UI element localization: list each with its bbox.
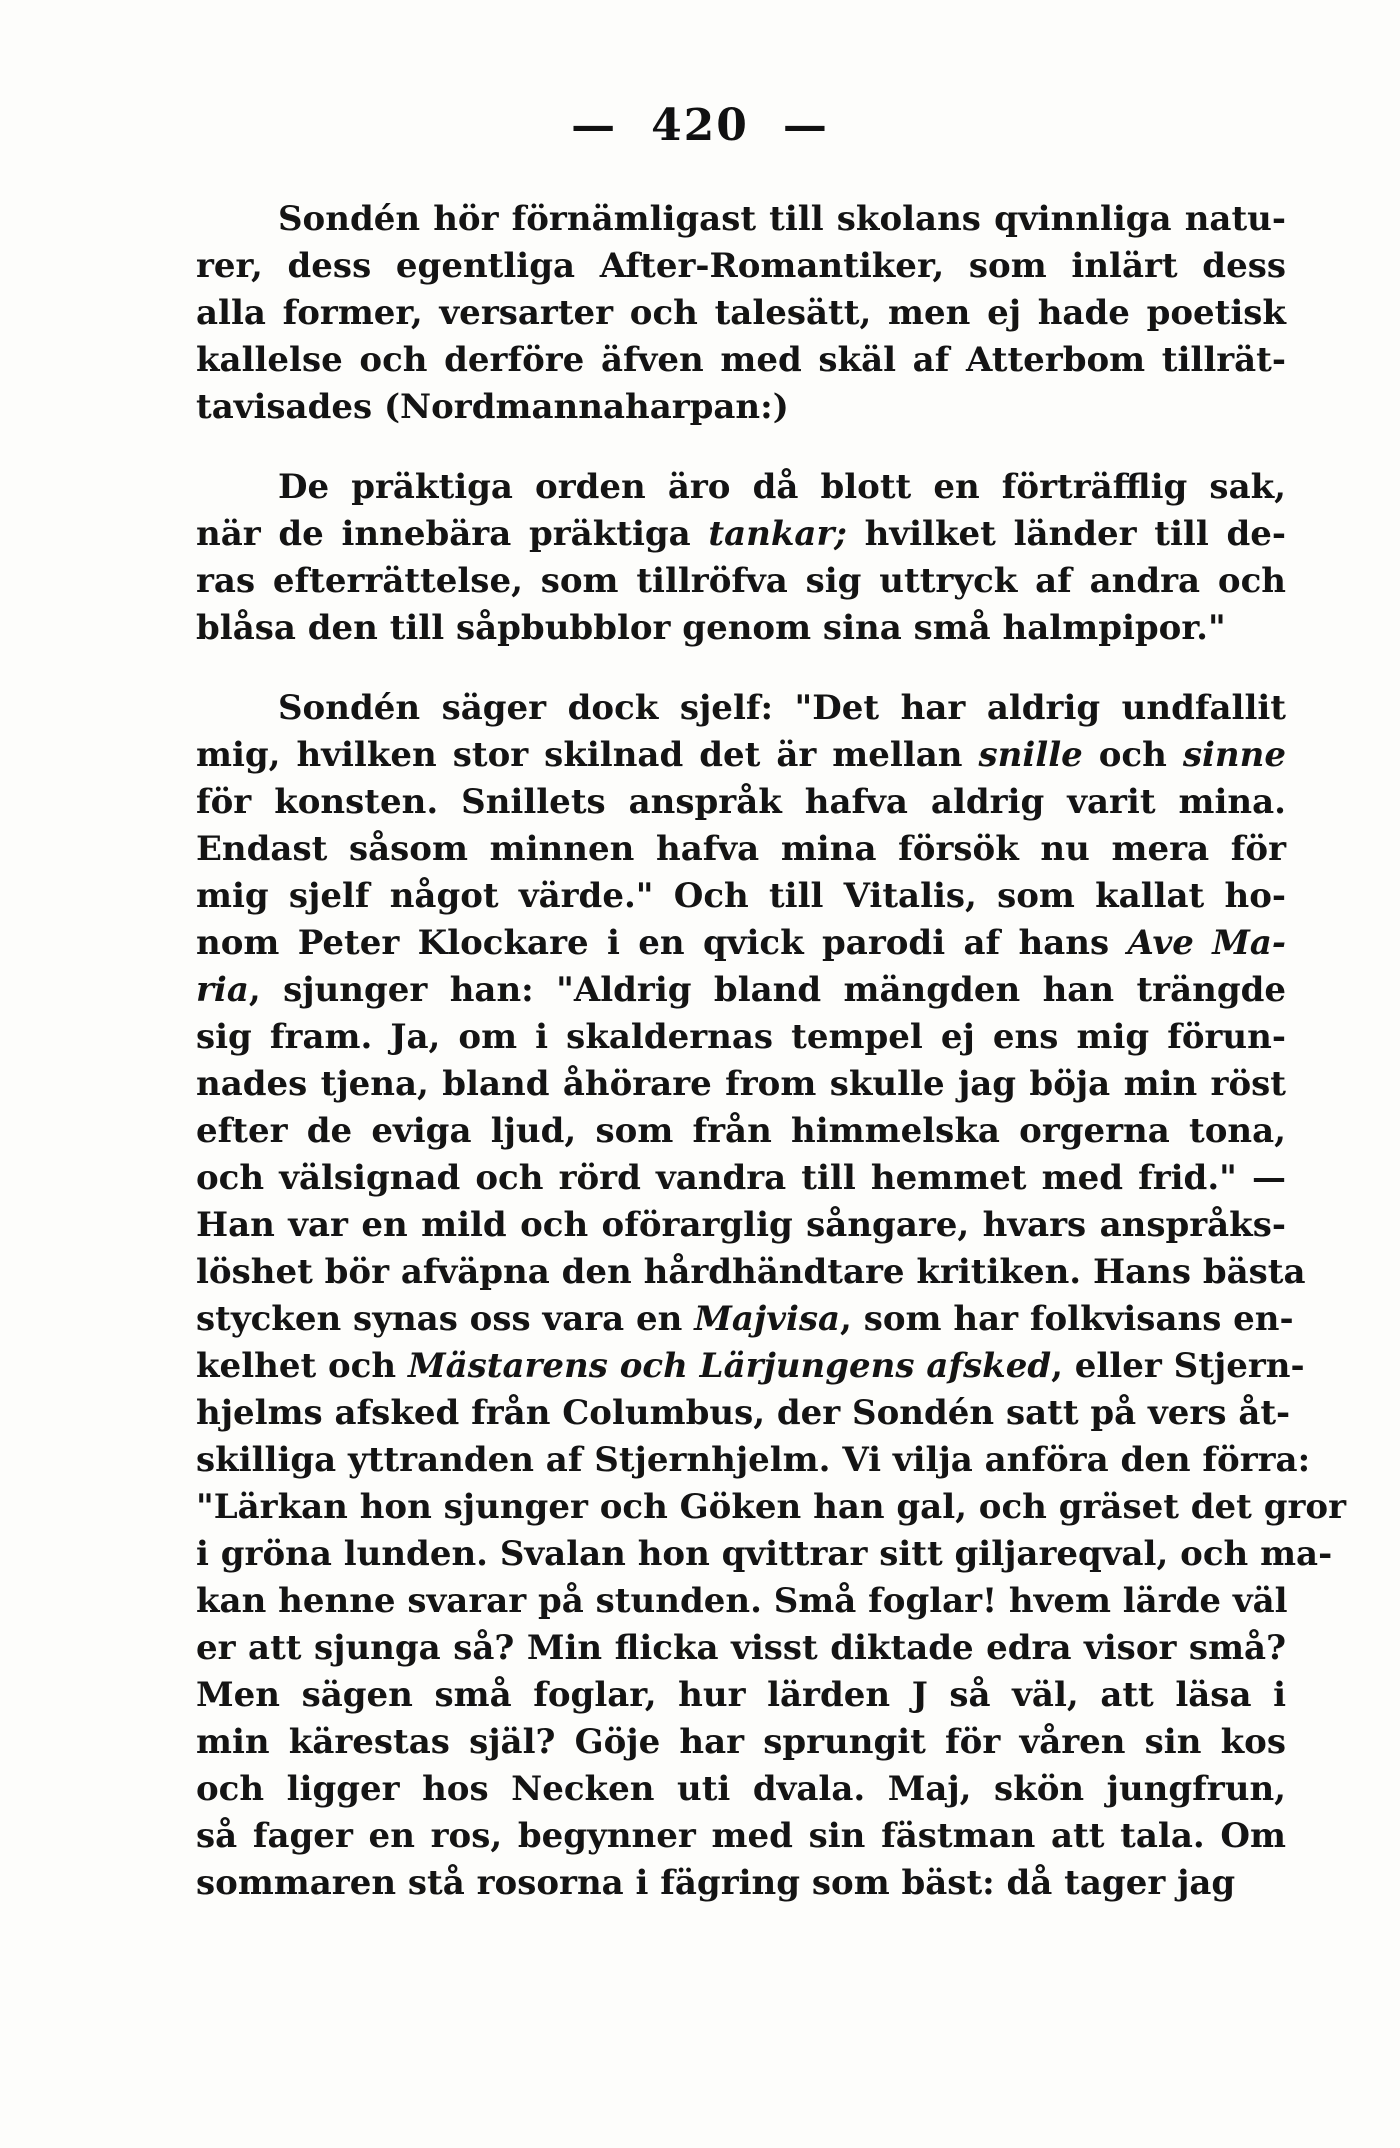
text-line: för konsten. Snillets anspråk hafva aldrig varit mina.: [196, 782, 1286, 822]
text-line: rer, dess egentliga After-Romantiker, som inlärt dess: [196, 246, 1286, 286]
text-line: Men sägen små foglar, hur lärden J så väl, att läsa i: [196, 1675, 1286, 1715]
paragraph: [196, 196, 1286, 431]
text-line: löshet bör afväpna den hårdhändtare kritiken. Hans bästa: [196, 1252, 1306, 1292]
page-number: 420: [651, 100, 749, 151]
text-line: tavisades (Nordmannaharpan:): [196, 387, 789, 427]
text-line: och välsignad och rörd vandra till hemmet med frid." —: [196, 1158, 1286, 1198]
header-dash-right: —: [782, 100, 829, 151]
paragraph-gap: [196, 431, 1286, 464]
body-text: [196, 196, 1346, 1907]
text-line: Sondén hör förnämligast till skolans qvinnliga natu-: [278, 199, 1286, 239]
text-line: sig fram. Ja, om i skaldernas tempel ej ens mig förun-: [196, 1017, 1286, 1057]
text-line: kallelse och derföre äfven med skäl af Atterbom tillrät-: [196, 340, 1286, 380]
text-line: kan henne svarar på stunden. Små foglar! hvem lärde väl: [196, 1581, 1288, 1621]
paragraph-gap: [196, 652, 1286, 685]
text-line: Endast såsom minnen hafva mina försök nu mera för: [196, 829, 1286, 869]
paragraph: [196, 685, 1346, 1907]
text-line: mig, hvilken stor skilnad det är mellan snille och sinne: [196, 735, 1287, 775]
header-dash-left: —: [571, 100, 618, 151]
text-line: efter de eviga ljud, som från himmelska orgerna tona,: [196, 1111, 1286, 1151]
text-line: nom Peter Klockare i en qvick parodi af hans Ave Ma-: [196, 923, 1286, 963]
text-line: så fager en ros, begynner med sin fästman att tala. Om: [196, 1816, 1286, 1856]
text-line: min kärestas själ? Göje har sprungit för våren sin kos: [196, 1722, 1286, 1762]
paragraph: [196, 464, 1286, 652]
text-line: De präktiga orden äro då blott en förträfflig sak,: [278, 467, 1286, 507]
text-line: kelhet och Mästarens och Lärjungens afsked, eller Stjern-: [196, 1346, 1305, 1386]
text-line: mig sjelf något värde." Och till Vitalis, som kallat ho-: [196, 876, 1286, 916]
text-line: nades tjena, bland åhörare from skulle jag böja min röst: [196, 1064, 1286, 1104]
text-line: stycken synas oss vara en Majvisa, som har folkvisans en-: [196, 1299, 1294, 1339]
text-line: ria, sjunger han: "Aldrig bland mängden han trängde: [196, 970, 1286, 1010]
text-line: "Lärkan hon sjunger och Göken han gal, och gräset det gror: [196, 1487, 1346, 1527]
text-line: skilliga yttranden af Stjernhjelm. Vi vilja anföra den förra:: [196, 1440, 1311, 1480]
text-line: blåsa den till såpbubblor genom sina små halmpipor.": [196, 608, 1226, 648]
text-line: Sondén säger dock sjelf: "Det har aldrig undfallit: [278, 688, 1286, 728]
text-line: och ligger hos Necken uti dvala. Maj, skön jungfrun,: [196, 1769, 1286, 1809]
text-line: sommaren stå rosorna i fägring som bäst: då tager jag: [196, 1863, 1236, 1903]
text-line: när de innebära präktiga tankar; hvilket länder till de-: [196, 514, 1286, 554]
page-header: [0, 100, 1400, 151]
text-line: er att sjunga så? Min flicka visst diktade edra visor små?: [196, 1628, 1286, 1668]
text-line: hjelms afsked från Columbus, der Sondén satt på vers åt-: [196, 1393, 1291, 1433]
text-line: Han var en mild och oförarglig sångare, hvars anspråks-: [196, 1205, 1286, 1245]
text-line: ras efterrättelse, som tillröfva sig uttryck af andra och: [196, 561, 1286, 601]
text-line: alla former, versarter och talesätt, men ej hade poetisk: [196, 293, 1286, 333]
text-line: i gröna lunden. Svalan hon qvittrar sitt giljareqval, och ma-: [196, 1534, 1333, 1574]
